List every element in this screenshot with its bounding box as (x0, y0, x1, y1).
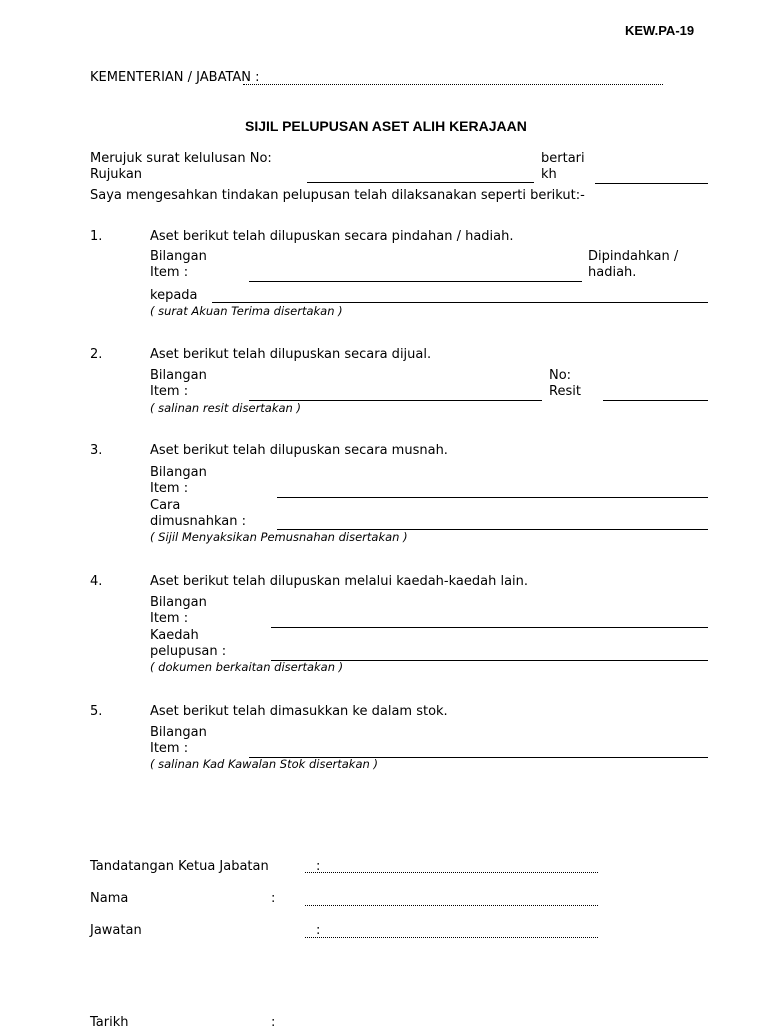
form-code: KEW.PA-19 (625, 23, 695, 38)
section-1-qty-label: Bilangan (150, 249, 207, 264)
section-1-transfer-label: Dipindahkan / (588, 249, 679, 264)
section-4-qty-field[interactable] (271, 627, 708, 628)
section-1-recipient-field[interactable] (212, 302, 708, 303)
section-2-text: Aset berikut telah dilupuskan secara dijual. (150, 347, 432, 362)
section-5-qty-label: Bilangan (150, 725, 207, 740)
section-5-text: Aset berikut telah dimasukkan ke dalam stok. (150, 704, 448, 719)
section-3-number: 3. (90, 443, 103, 458)
section-3-qty-label: Bilangan (150, 465, 207, 480)
signature-label: Tandatangan Ketua Jabatan (90, 859, 269, 874)
section-5-note: ( salinan Kad Kawalan Stok disertakan ) (150, 757, 378, 771)
section-1-to-label: kepada (150, 288, 198, 303)
section-3-text: Aset berikut telah dilupuskan secara musnah. (150, 443, 448, 458)
ref-date-field[interactable] (595, 183, 708, 184)
name-label: Nama (90, 891, 129, 906)
section-2-number: 2. (90, 347, 103, 362)
section-4-text: Aset berikut telah dilupuskan melalui kaedah-kaedah lain. (150, 574, 529, 589)
section-2-receipt-label-2: Resit (549, 384, 581, 399)
section-1-transfer-label-2: hadiah. (588, 265, 637, 280)
section-5-qty-label-2: Item : (150, 741, 189, 756)
section-3-qty-field[interactable] (277, 497, 708, 498)
confirm-text: Saya mengesahkan tindakan pelupusan telah dilaksanakan seperti berikut:- (90, 188, 585, 203)
name-colon: : (271, 891, 276, 906)
date-label: Tarikh (90, 1015, 129, 1030)
section-4-method-label: Kaedah (150, 628, 199, 643)
section-4-number: 4. (90, 574, 103, 589)
section-3-note: ( Sijil Menyaksikan Pemusnahan disertakan ) (150, 530, 408, 544)
ref-label-2: Rujukan (90, 167, 143, 182)
name-field[interactable] (305, 905, 598, 906)
section-5-number: 5. (90, 704, 103, 719)
position-colon: : (316, 923, 321, 938)
ref-number-field[interactable] (307, 182, 534, 183)
section-1-text: Aset berikut telah dilupuskan secara pindahan / hadiah. (150, 229, 514, 244)
section-4-note: ( dokumen berkaitan disertakan ) (150, 660, 344, 674)
section-2-qty-label: Bilangan (150, 368, 207, 383)
section-3-method-label-2: dimusnahkan : (150, 514, 247, 529)
section-2-receipt-label: No: (549, 368, 572, 383)
document-title: SIJIL PELUPUSAN ASET ALIH KERAJAAN (245, 118, 527, 134)
ministry-label: KEMENTERIAN / JABATAN : (90, 70, 260, 85)
section-4-qty-label: Bilangan (150, 595, 207, 610)
ministry-field[interactable] (243, 84, 663, 85)
section-1-number: 1. (90, 229, 103, 244)
section-2-note: ( salinan resit disertakan ) (150, 401, 301, 415)
section-2-receipt-field[interactable] (603, 400, 708, 401)
position-field[interactable] (305, 937, 598, 938)
section-1-qty-label-2: Item : (150, 265, 189, 280)
section-3-method-label: Cara (150, 498, 181, 513)
position-label: Jawatan (90, 923, 142, 938)
section-4-qty-label-2: Item : (150, 611, 189, 626)
section-3-qty-label-2: Item : (150, 481, 189, 496)
section-2-qty-label-2: Item : (150, 384, 189, 399)
signature-field[interactable] (305, 872, 598, 873)
section-4-method-label-2: pelupusan : (150, 644, 227, 659)
section-1-qty-field[interactable] (249, 281, 582, 282)
dated-label-2: kh (541, 167, 557, 182)
dated-label: bertari (541, 151, 585, 166)
ref-label: Merujuk surat kelulusan No: (90, 151, 272, 166)
section-1-note: ( surat Akuan Terima disertakan ) (150, 304, 343, 318)
date-colon: : (271, 1015, 276, 1030)
signature-colon: : (316, 859, 321, 874)
